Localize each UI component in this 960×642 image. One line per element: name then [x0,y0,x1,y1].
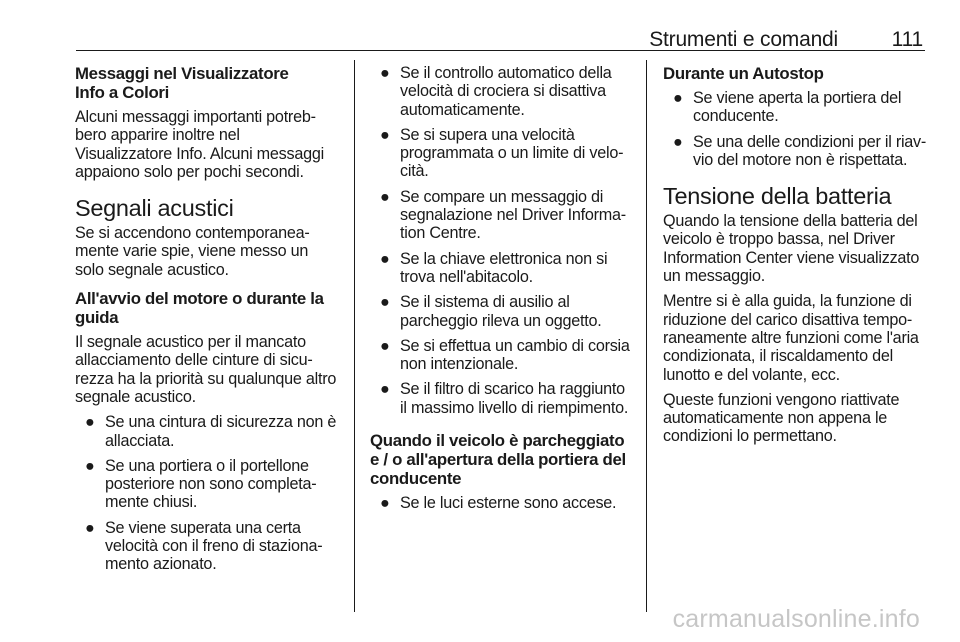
list-item-text: Se si supera una velocità programmata o un limite di velo- cità. [400,125,624,181]
list-item [370,494,638,512]
bullet-icon: ● [85,518,95,537]
bullet-icon: ● [380,125,390,144]
bullet-icon: ● [85,413,95,432]
bullet-icon: ● [380,380,390,399]
header-rule [76,50,925,51]
list-item [370,337,638,374]
heading-autostop: Durante un Autostop [663,64,824,83]
list-item-text: Se una delle condizioni per il riav- vio del motore non è rispettata. [693,132,927,169]
para-tensione-3: Queste funzioni vengono riattivate automaticamente non appena le condizioni lo permettano. [663,390,900,446]
list-item-text: Se il filtro di scarico ha raggiunto il massimo livello di riempimento. [400,380,629,417]
heading-avvio-motore: All'avvio del motore o durante la guida [75,289,324,328]
bullet-icon: ● [673,89,683,107]
para-segnali: Se si accendono contemporanea- mente varie spie, viene messo un solo segnale acustico. [75,224,310,279]
bullet-icon: ● [380,336,390,355]
list-item-text: Se si effettua un cambio di corsia non intenzionale. [400,336,630,374]
list-item-text: Se la chiave elettronica non si trova nell'abitacolo. [400,249,608,286]
column-3 [663,64,927,453]
bullet-icon: ● [673,132,683,151]
para-tensione-1: Quando la tensione della batteria del veicolo è troppo bassa, nel Driver Information Center viene visualizzato un messaggio. [663,212,920,286]
bullet-icon: ● [85,456,95,475]
column-1 [75,64,347,581]
list-item [370,64,638,119]
list-item [370,250,638,287]
bullet-icon: ● [380,187,390,206]
list-item-text: Se viene aperta la portiera del conducente. [693,89,902,126]
heading-veicolo-parcheggiato: Quando il veicolo è parcheggiato e / o all'apertura della portiera del conducente [370,431,626,489]
heading-messaggi: Messaggi nel Visualizzatore Info a Colori [75,64,289,102]
list-item-text: Se una portiera o il portellone posteriore non sono completa- mente chiusi. [105,456,317,512]
list-item-text: Se il controllo automatico della velocità di crociera si disattiva automaticamente. [400,64,612,119]
page-number: 111 [891,28,923,51]
bullet-icon: ● [380,249,390,268]
list-item [370,380,638,417]
list-item-text: Se le luci esterne sono accese. [400,494,617,513]
list-item [370,188,638,243]
list-item [75,413,347,450]
column-2 [370,64,638,519]
list-item [370,293,638,330]
para-avvio: Il segnale acustico per il mancato allacciamento delle cinture di sicu- rezza ha la priorità su qualunque altro segnale acustico. [75,333,337,406]
bullet-icon: ● [380,293,390,312]
list-item-text: Se il sistema di ausilio al parcheggio rileva un oggetto. [400,293,602,330]
list-item [663,133,927,170]
list-item [663,89,927,126]
watermark: carmanualsonline.info [672,605,920,633]
bullet-icon: ● [380,64,390,82]
list-item [370,126,638,181]
column-divider-2 [646,60,647,612]
list-item-text: Se compare un messaggio di segnalazione nel Driver Informa- tion Centre. [400,187,626,243]
column-divider-1 [354,60,355,612]
heading-tensione-batteria: Tensione della batteria [663,183,892,210]
list-item-text: Se viene superata una certa velocità con il freno di staziona- mento azionato. [105,518,323,574]
list-item-text: Se una cintura di sicurezza non è allacciata. [105,413,337,450]
list-item [75,457,347,512]
heading-segnali-acustici: Segnali acustici [75,195,234,222]
list-item [75,519,347,574]
para-tensione-2: Mentre si è alla guida, la funzione di riduzione del carico disattiva tempo- raneamente altre funzioni come l'aria condizionata, il riscaldamento del lunotto e del volante, ecc. [663,292,919,384]
section-title: Strumenti e comandi [649,28,838,51]
para-messaggi: Alcuni messaggi importanti potreb- bero apparire inoltre nel Visualizzatore Info. Alcuni messaggi appaiono solo per pochi secondi. [75,108,324,181]
bullet-icon: ● [380,494,390,513]
